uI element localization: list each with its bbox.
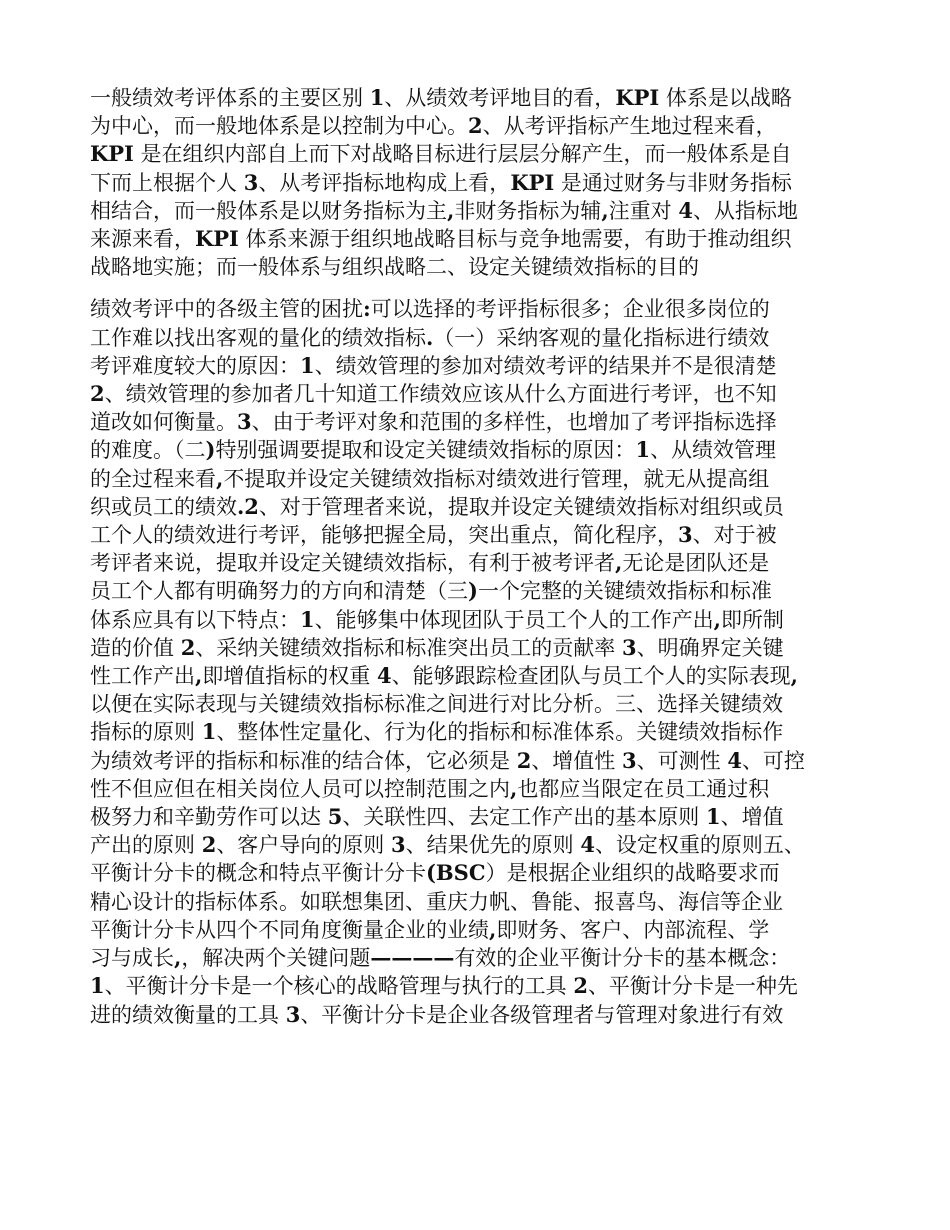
text-run: 、平衡计分卡是企业各级管理者与管理对象进行有效 [300,1002,784,1027]
text-run: 考评者来说，提取并设定关键绩效指标，有利于被考评者 [90,551,615,576]
text-run: 下而上根据个人 [90,170,244,195]
bold-text-run: (BSC [426,860,486,886]
text-run: （一）采纳客观的量化指标进行绩效 [433,325,770,350]
bold-text-run: KPI [90,141,134,167]
text-run: 也都应当限定在员工通过积 [517,776,770,801]
text-run: 、平衡计分卡是一种先 [587,974,798,999]
text-line [90,324,870,352]
text-run: 、采纳关键绩效指标和标准突出员工的贡献率 [195,635,622,660]
text-line [90,140,870,168]
bold-text-run: , [174,945,182,971]
text-run: 、能够集中体现团队于员工个人的工作产出 [314,607,714,632]
text-line [90,253,870,281]
bold-text-run: 2 [180,634,196,660]
text-line [90,465,870,493]
text-line [90,493,870,521]
document-body [90,84,870,1029]
text-line [90,521,870,549]
text-run: 、增值 [720,805,784,830]
text-run: 织或员工的绩效 [90,494,237,519]
bold-text-run: 3 [622,634,637,660]
text-run: 、整体性定量化、行为化的指标和标准体系。关键绩效指标作 [216,720,784,745]
text-run: 、设定权重的原则五、 [594,833,805,858]
bold-text-run: 4 [580,832,595,858]
bold-text-run: 2 [516,747,532,773]
bold-text-run: 2 [573,973,588,999]
text-run: 注重对 [608,198,679,223]
bold-text-run: , [510,775,518,801]
text-line [90,225,870,253]
text-run: 性不但应但在相关岗位人员可以控制范围之内 [90,776,510,801]
text-run: 、可测性 [636,748,728,773]
text-line [90,747,870,775]
text-run: 绩效考评中的各级主管的困扰 [90,297,363,322]
text-run: 、由于考评对象和范围的多样性，也增加了考评指标选择 [251,410,777,435]
bold-text-run: .2 [237,493,259,519]
text-run: 体系应具有以下特点： [90,607,300,632]
text-line [90,888,870,916]
bold-text-run: : [363,296,371,322]
text-run: 战略地实施；而一般体系与组织战略二、设定关键绩效指标的目的 [90,255,699,280]
text-line [90,295,870,323]
text-line [90,408,870,436]
text-run: 不提取并设定关键绩效指标对绩效进行管理，就无从提高组 [223,466,770,491]
text-run: 体系来源于组织地战略目标与竞争地需要，有助于推动组织 [238,227,792,252]
text-line [90,84,870,112]
text-run: 、从指标地 [692,198,798,223]
text-run: 为中心，而一般地体系是以控制为中心。 [90,114,468,139]
bold-text-run: KPI [510,169,555,195]
text-line [90,169,870,197]
text-run: 一个完整的关键绩效指标和标准 [477,579,772,604]
bold-text-run: 1 [90,973,105,999]
text-run: 为绩效考评的指标和标准的结合体，它必须是 [90,748,517,773]
text-run: 可以选择的考评指标很多；企业很多岗位的 [370,297,770,322]
text-line [90,859,870,887]
bold-text-run: , [195,663,203,689]
paragraph [90,84,870,281]
text-line [90,577,870,605]
text-run: 、从考评指标产生地过程来看， [482,114,777,139]
bold-text-run: 1 [300,606,315,632]
bold-text-run: , [790,663,798,689]
text-line [90,634,870,662]
text-run: 非财务指标为辅 [454,198,602,223]
text-line [90,831,870,859]
text-run: 精心设计的指标体系。如联想集团、重庆力帆、鲁能、报喜鸟、海信等企业 [90,889,783,914]
text-line [90,916,870,944]
bold-text-run: , [489,916,497,942]
text-run: 工作难以找出客观的量化的绩效指标 [90,325,426,350]
text-line [90,775,870,803]
document-page [90,84,870,1029]
text-run: 、绩效管理的参加对绩效考评的结果并不是很清楚 [314,353,777,378]
text-run: 平衡计分卡的概念和特点平衡计分卡 [90,861,426,886]
text-run: 、从考评指标地构成上看， [258,170,511,195]
bold-text-run: , [447,197,455,223]
bold-text-run: 3 [237,409,252,435]
bold-text-run: 4 [727,747,742,773]
bold-text-run: ———— [370,945,455,971]
bold-text-run: 1 [201,719,217,745]
text-run: 是在组织内部自上而下对战略目标进行层层分解产生，而一般体系是自 [133,142,792,167]
bold-text-run: 1 [706,804,721,830]
text-run: ）是根据企业组织的战略要求而 [485,861,780,886]
bold-text-run: , [601,197,609,223]
bold-text-run: , [713,606,721,632]
bold-text-run: 1 [369,85,385,110]
bold-text-run: , [615,550,623,576]
bold-text-run: ) [468,578,478,604]
text-run: 、对于管理者来说，提取并设定关键绩效指标对组织或员 [258,494,784,519]
text-run: 指标的原则 [90,720,202,745]
bold-text-run: KPI [195,226,239,252]
text-run: 、明确界定关键 [636,635,784,660]
text-line [90,944,870,972]
bold-text-run: 4 [377,663,392,689]
text-run: 一般绩效考评体系的主要区别 [90,86,370,110]
bold-text-run: 2 [201,832,217,858]
text-run: 相结合，而一般体系是以财务指标为主 [90,198,447,223]
bold-text-run: 3 [622,747,637,773]
text-run: 、绩效管理的参加者几十知道工作绩效应该从什么方面进行考评，也不知 [104,382,777,407]
text-run: 极努力和辛勤劳作可以达 [90,805,328,830]
text-line [90,436,870,464]
text-run: 是通过财务与非财务指标 [554,170,792,195]
text-run: ，解决两个关键问题 [181,946,371,971]
text-line [90,1001,870,1029]
text-line [90,352,870,380]
text-run: 体系是以战略 [659,86,792,110]
text-run: 性工作产出 [90,664,195,689]
text-run: 、关联性四、去定工作产出的基本原则 [342,805,706,830]
text-line [90,112,870,140]
text-run: 即所制 [720,607,784,632]
text-run: 工个人的绩效进行考评，能够把握全局，突出重点，简化程序， [90,523,678,548]
text-run: 、能够跟踪检查团队与员工个人的实际表现 [391,664,791,689]
bold-text-run: 2 [468,113,483,139]
text-line [90,197,870,225]
text-line [90,690,870,718]
text-run: 造的价值 [90,635,181,660]
text-run: 平衡计分卡从四个不同角度衡量企业的业绩 [90,917,489,942]
text-run: 即增值指标的权重 [202,664,377,689]
paragraph [90,295,870,1028]
text-run: 特别强调要提取和设定关键绩效指标的原因： [215,438,636,463]
bold-text-run: . [426,324,434,350]
text-run: 习与成长 [90,946,174,971]
text-line [90,380,870,408]
bold-text-run: 3 [678,522,693,548]
text-run: 、增值性 [531,748,622,773]
bold-text-run: 1 [635,437,651,463]
bold-text-run: 3 [391,832,406,858]
bold-text-run: , [216,465,224,491]
bold-text-run: 3 [285,1001,301,1027]
text-run: 、平衡计分卡是一个核心的战略管理与执行的工具 [104,974,574,999]
text-line [90,718,870,746]
text-run: 无论是团队还是 [622,551,770,576]
text-run: 、可控 [741,748,805,773]
bold-text-run: ) [205,437,216,463]
text-line [90,606,870,634]
text-run: 、从绩效管理 [650,438,777,463]
bold-text-run: 2 [90,381,105,407]
text-line [90,803,870,831]
text-run: 、结果优先的原则 [405,833,581,858]
text-run: 、从绩效考评地目的看， [384,86,616,110]
bold-text-run: 5 [327,804,343,830]
text-run: 以便在实际表现与关键绩效指标标准之间进行对比分析。三、选择关键绩效 [90,692,783,717]
text-line [90,549,870,577]
text-line [90,972,870,1000]
bold-text-run: 3 [243,169,259,195]
text-run: 、对于被 [692,523,777,548]
text-run: 的全过程来看 [90,466,216,491]
text-run: 考评难度较大的原因： [90,353,300,378]
text-line [90,662,870,690]
text-run: 进的绩效衡量的工具 [90,1002,286,1027]
text-run: 员工个人都有明确努力的方向和清楚（三 [90,579,468,604]
bold-text-run: KPI [615,85,660,110]
text-run: 、客户导向的原则 [216,833,391,858]
text-run: 即财务、客户、内部流程、学 [496,917,770,942]
text-run: 的难度。（二 [90,438,206,463]
text-run: 有效的企业平衡计分卡的基本概念： [454,946,791,971]
text-run: 来源来看， [90,227,195,252]
bold-text-run: 4 [678,197,693,223]
text-run: 道改如何衡量。 [90,410,237,435]
bold-text-run: 1 [300,352,315,378]
text-run: 产出的原则 [90,833,202,858]
